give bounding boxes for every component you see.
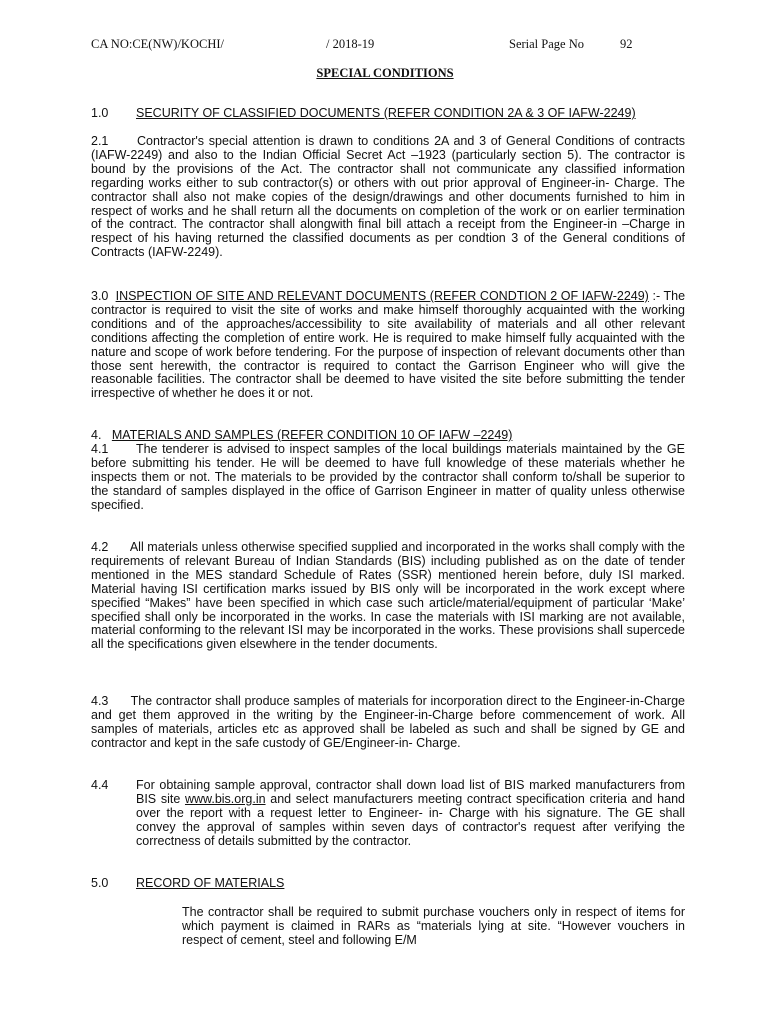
paragraph-number: 4.1 [91,442,109,456]
section-5-text: The contractor shall be required to submit purchase vouchers only in respect of items for which payment is claimed in RARs as “materials lying at site. “However vouchers in respect of cement, steel and following E/M [182,905,685,947]
page-title: SPECIAL CONDITIONS [316,66,454,80]
paragraph-text-post: and select manufacturers meeting contract specification criteria and hand over the report with a request letter to Engineer- in- Charge with his signature. The GE shall convey the approval of samples within seven days of contractor's request after verifying the correctness of details submitted by the contractor. [136,791,685,848]
paragraph-4-4 [91,779,685,869]
section-number: 1.0 [91,106,109,120]
paragraph-number: 4.3 [91,694,109,708]
section-3 [91,290,685,401]
section-heading: RECORD OF MATERIALS [136,876,285,890]
paragraph-text: All materials unless otherwise specified supplied and incorporated in the works shall comply with the requirements of relevant Bureau of Indian Standards (BIS) including published as on the date of tender mentioned in the MES standard Schedule of Rates (SSR) mentioned herein before, duly ISI marked. Material having ISI certification marks issued by BIS only will be incorporated in the work except where specified “Makes” have been specified in which case such article/material/equipment of particular ‘Make’ specified shall only be incorporated in the works. In case the materials with ISI marking are not available, material conforming to the relevant ISI may be incorporated in the works. These provisions shall supercede all the specifications given elsewhere in the tender documents. [91,540,686,652]
section-5-heading-block [91,877,685,891]
paragraph-text: The tenderer is advised to inspect samples of the local buildings materials maintained by the GE before submitting his tender. He will be deemed to have full knowledge of these materials whether he inspects them or not. The materials to be provided by the contractor shall conform to/shall be superior to the standard of samples displayed in the office of Garrison Engineer in matter of quality unless otherwise specified. [91,442,685,512]
section-number: 3.0 [91,289,109,303]
section-text: :- The contractor is required to visit the site of works and make himself thoroughly acquainted with the working conditions and of the approaches/accessibility to site availability of materials and all other relevant conditions affecting the completion of entire work. He is required to make himself fully acquainted with the nature and scope of work before tendering. For the purpose of inspection of relevant documents other than those sent herewith, the contractor is required to contact the Garrison Engineer who will give the reasonable facilities. The contractor shall be deemed to have visited the site before submitting the tender irrespective of whether he does it or not. [91,289,686,401]
section-heading: INSPECTION OF SITE AND RELEVANT DOCUMENTS (REFER CONDTION 2 OF IAFW-2249) [115,289,649,303]
contract-year: / 2018-19 [326,37,375,51]
paragraph-text: The contractor shall produce samples of materials for incorporation direct to the Engineer-in-Charge and get them approved in the writing by the Engineer-in-Charge before commencement of work. All samples of materials, articles etc as approved shall be labeled as such and shall be signed by GE and contractor and kept in the safe custody of GE/Engineer-in- Charge. [91,694,685,750]
bis-site-link[interactable]: www.bis.org.in [184,791,266,806]
paragraph-number: 2.1 [91,134,109,148]
paragraph-number: 4.4 [91,778,109,792]
paragraph-4-3 [91,695,685,751]
paragraph-text-block [136,779,685,849]
serial-page-label: Serial Page No [509,37,584,51]
paragraph-4-2 [91,541,685,652]
section-number: 4. [91,428,102,442]
paragraph-text-pre: For obtaining sample approval, contractor shall down load list of BIS marked manufacturers from BIS site [136,778,685,806]
paragraph-number: 4.2 [91,540,109,554]
section-1-heading-block [91,107,685,135]
section-heading: MATERIALS AND SAMPLES (REFER CONDITION 10 OF IAFW –2249) [111,428,513,442]
serial-page-number: 92 [620,37,633,51]
section-heading: SECURITY OF CLASSIFIED DOCUMENTS (REFER CONDITION 2A & 3 OF IAFW-2249) [136,106,636,120]
paragraph-2-1 [91,135,685,260]
contract-number: CA NO:CE(NW)/KOCHI/ [91,37,224,51]
paragraph-4-1 [91,443,685,513]
paragraph-text: Contractor's special attention is drawn to conditions 2A and 3 of General Conditions of contracts (IAFW-2249) and also to the Indian Official Secret Act –1923 (particularly section 5). The contractor is bound by the provisions of the Act. The contractor shall not communicate any classified information regarding works either to sub contractor(s) or others with out prior approval of Engineer-in- Charge. The contractor shall also not make copies of the design/drawings and other documents furnished to him in respect of works and he shall return all the documents on completion of the work or on earlier termination of the contract. The contractor shall alongwith final bill attach a receipt from the Engineer-in –Charge in respect of his having returned the classified documents as per condtion 3 of the General conditions of Contracts (IAFW-2249). [91,134,685,260]
section-number: 5.0 [91,876,109,890]
section-4-heading-block [91,429,685,443]
